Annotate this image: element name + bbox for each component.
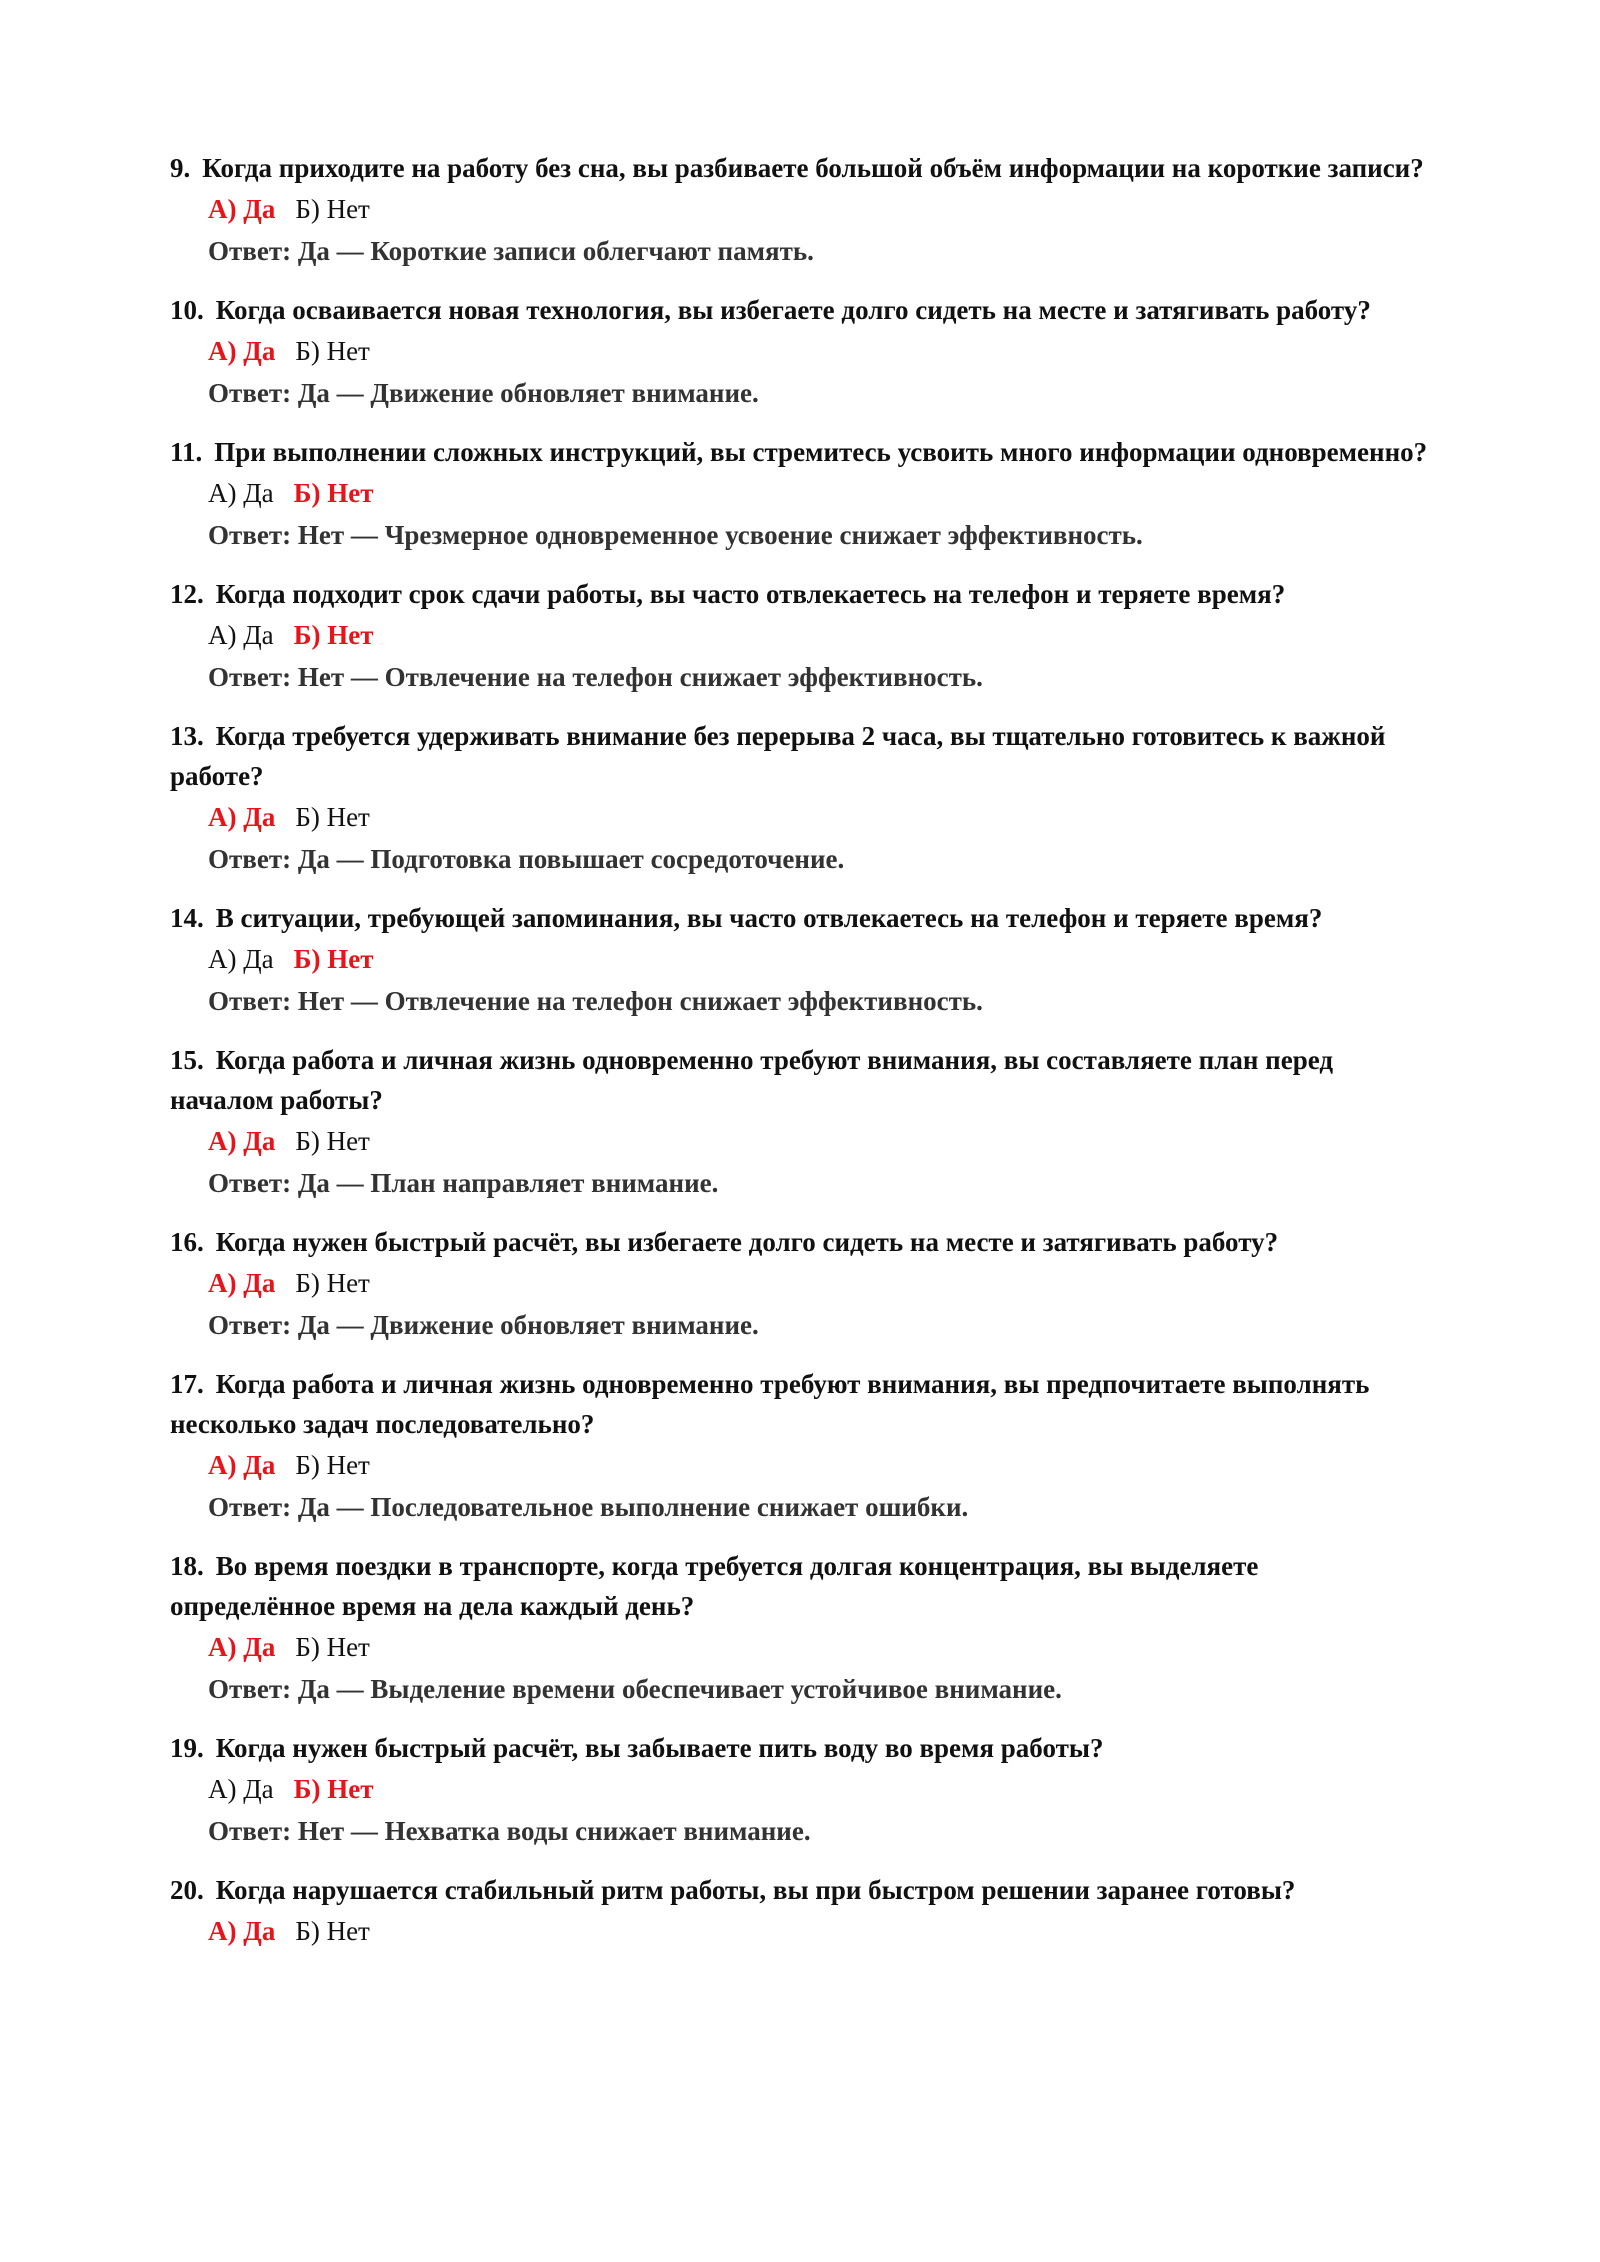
answer-options bbox=[208, 472, 1430, 514]
question-item bbox=[170, 1040, 1430, 1204]
question-item bbox=[170, 898, 1430, 1022]
answer-options bbox=[208, 614, 1430, 656]
question-text bbox=[170, 574, 1430, 614]
option-a: А) Да bbox=[208, 1450, 276, 1480]
option-b: Б) Нет bbox=[295, 1916, 370, 1946]
question-number: 12. bbox=[170, 579, 204, 609]
question-body: Когда нужен быстрый расчёт, вы избегаете долго сидеть на месте и затягивать работу? bbox=[215, 1227, 1279, 1257]
answer-explanation: Ответ: Да — Короткие записи облегчают память. bbox=[208, 236, 814, 266]
question-body: В ситуации, требующей запоминания, вы часто отвлекаетесь на телефон и теряете время? bbox=[215, 903, 1323, 933]
question-number: 17. bbox=[170, 1369, 204, 1399]
question-item bbox=[170, 1728, 1430, 1852]
question-item bbox=[170, 574, 1430, 698]
answer-options bbox=[208, 1444, 1430, 1486]
question-item bbox=[170, 716, 1430, 880]
option-a: А) Да bbox=[208, 620, 274, 650]
answer-options bbox=[208, 1120, 1430, 1162]
question-body: Когда приходите на работу без сна, вы разбиваете большой объём информации на короткие записи? bbox=[202, 153, 1424, 183]
option-b: Б) Нет bbox=[295, 1268, 370, 1298]
question-body: Когда нужен быстрый расчёт, вы забываете пить воду во время работы? bbox=[215, 1733, 1104, 1763]
question-number: 13. bbox=[170, 721, 204, 751]
question-body: Когда требуется удерживать внимание без перерыва 2 часа, вы тщательно готовитесь к важной работе? bbox=[170, 721, 1386, 791]
option-b: Б) Нет bbox=[293, 478, 374, 508]
question-item bbox=[170, 148, 1430, 272]
answer-options bbox=[208, 330, 1430, 372]
answer-options bbox=[208, 1626, 1430, 1668]
answer-explanation: Ответ: Да — План направляет внимание. bbox=[208, 1168, 719, 1198]
question-text bbox=[170, 1364, 1430, 1444]
answer-explanation: Ответ: Нет — Чрезмерное одновременное усвоение снижает эффективность. bbox=[208, 520, 1143, 550]
option-a: А) Да bbox=[208, 1774, 274, 1804]
question-item bbox=[170, 1546, 1430, 1710]
question-item bbox=[170, 290, 1430, 414]
answer-explanation: Ответ: Да — Подготовка повышает сосредоточение. bbox=[208, 844, 845, 874]
option-a: А) Да bbox=[208, 194, 276, 224]
question-body: Когда работа и личная жизнь одновременно требуют внимания, вы предпочитаете выполнять несколько задач последовательно? bbox=[170, 1369, 1370, 1439]
question-text bbox=[170, 148, 1430, 188]
question-text bbox=[170, 290, 1430, 330]
question-number: 9. bbox=[170, 153, 191, 183]
option-b: Б) Нет bbox=[293, 1774, 374, 1804]
question-body: Во время поездки в транспорте, когда требуется долгая концентрация, вы выделяете определённое время на дела каждый день? bbox=[170, 1551, 1259, 1621]
option-a: А) Да bbox=[208, 336, 276, 366]
option-b: Б) Нет bbox=[293, 944, 374, 974]
answer-options bbox=[208, 938, 1430, 980]
question-text bbox=[170, 1728, 1430, 1768]
option-b: Б) Нет bbox=[295, 336, 370, 366]
question-number: 10. bbox=[170, 295, 204, 325]
option-a: А) Да bbox=[208, 802, 276, 832]
option-b: Б) Нет bbox=[295, 802, 370, 832]
option-b: Б) Нет bbox=[295, 1126, 370, 1156]
option-a: А) Да bbox=[208, 1268, 276, 1298]
option-a: А) Да bbox=[208, 478, 274, 508]
option-a: А) Да bbox=[208, 1126, 276, 1156]
question-item bbox=[170, 1870, 1430, 1952]
question-body: Когда нарушается стабильный ритм работы, вы при быстром решении заранее готовы? bbox=[215, 1875, 1296, 1905]
answer-explanation: Ответ: Да — Выделение времени обеспечивает устойчивое внимание. bbox=[208, 1674, 1062, 1704]
question-item bbox=[170, 1364, 1430, 1528]
option-b: Б) Нет bbox=[295, 194, 370, 224]
question-item bbox=[170, 432, 1430, 556]
question-number: 15. bbox=[170, 1045, 204, 1075]
question-number: 16. bbox=[170, 1227, 204, 1257]
question-item bbox=[170, 1222, 1430, 1346]
answer-options bbox=[208, 1768, 1430, 1810]
answer-explanation: Ответ: Нет — Нехватка воды снижает внимание. bbox=[208, 1816, 811, 1846]
answer-options bbox=[208, 1910, 1430, 1952]
question-text bbox=[170, 716, 1430, 796]
question-text bbox=[170, 1546, 1430, 1626]
answer-explanation: Ответ: Да — Движение обновляет внимание. bbox=[208, 1310, 759, 1340]
question-number: 20. bbox=[170, 1875, 204, 1905]
option-a: А) Да bbox=[208, 1632, 276, 1662]
question-body: Когда осваивается новая технология, вы избегаете долго сидеть на месте и затягивать работу? bbox=[215, 295, 1371, 325]
question-number: 18. bbox=[170, 1551, 204, 1581]
answer-explanation: Ответ: Нет — Отвлечение на телефон снижает эффективность. bbox=[208, 662, 983, 692]
option-b: Б) Нет bbox=[295, 1450, 370, 1480]
question-text bbox=[170, 1222, 1430, 1262]
answer-explanation: Ответ: Нет — Отвлечение на телефон снижает эффективность. bbox=[208, 986, 983, 1016]
answer-explanation: Ответ: Да — Последовательное выполнение снижает ошибки. bbox=[208, 1492, 969, 1522]
question-text bbox=[170, 898, 1430, 938]
answer-options bbox=[208, 1262, 1430, 1304]
question-number: 11. bbox=[170, 437, 203, 467]
question-text bbox=[170, 432, 1430, 472]
question-body: При выполнении сложных инструкций, вы стремитесь усвоить много информации одновременно? bbox=[214, 437, 1428, 467]
answer-options bbox=[208, 796, 1430, 838]
option-a: А) Да bbox=[208, 1916, 276, 1946]
question-body: Когда работа и личная жизнь одновременно требуют внимания, вы составляете план перед началом работы? bbox=[170, 1045, 1334, 1115]
question-number: 19. bbox=[170, 1733, 204, 1763]
answer-options bbox=[208, 188, 1430, 230]
question-body: Когда подходит срок сдачи работы, вы часто отвлекаетесь на телефон и теряете время? bbox=[215, 579, 1286, 609]
option-b: Б) Нет bbox=[295, 1632, 370, 1662]
question-text bbox=[170, 1870, 1430, 1910]
option-a: А) Да bbox=[208, 944, 274, 974]
question-text bbox=[170, 1040, 1430, 1120]
option-b: Б) Нет bbox=[293, 620, 374, 650]
answer-explanation: Ответ: Да — Движение обновляет внимание. bbox=[208, 378, 759, 408]
question-number: 14. bbox=[170, 903, 204, 933]
